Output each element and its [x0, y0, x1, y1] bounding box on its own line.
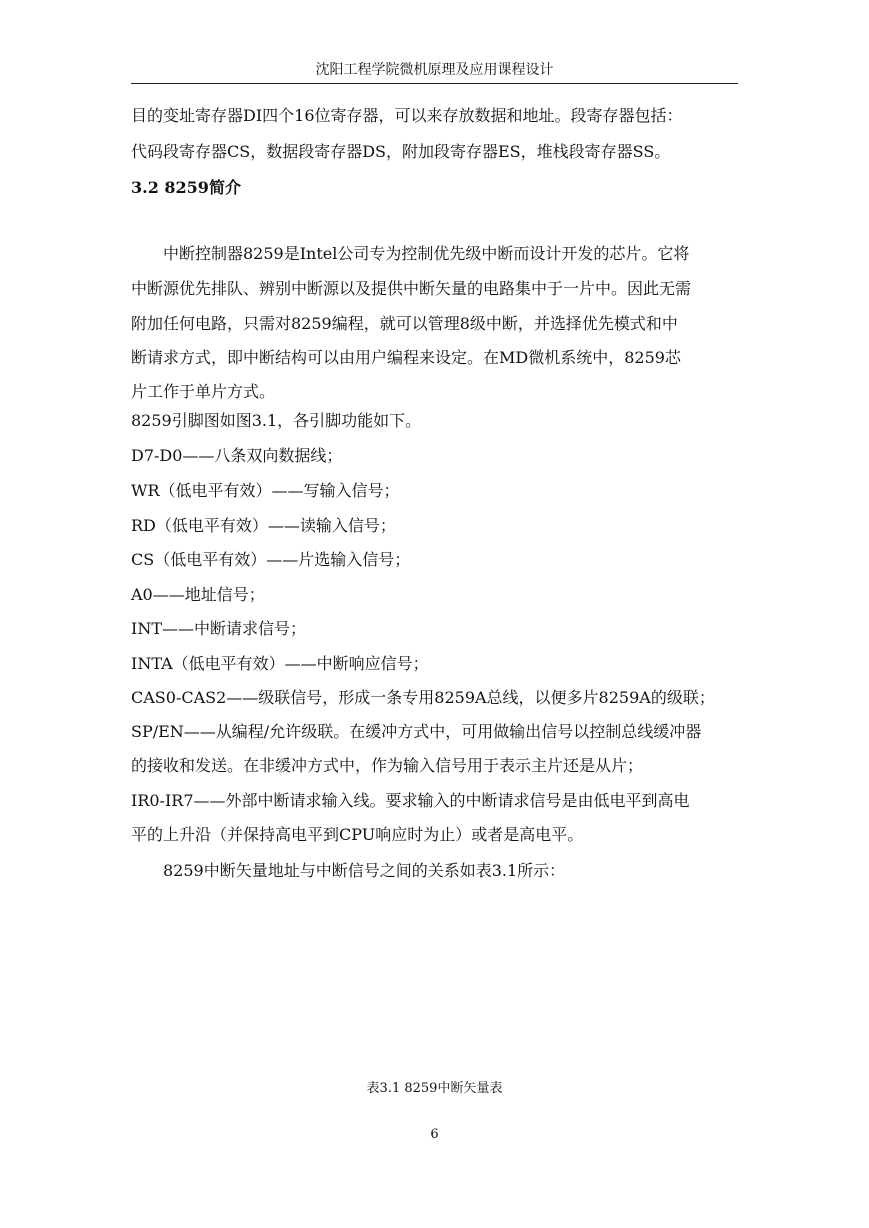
pin-description: WR（低电平有效）——写输入信号；: [131, 481, 400, 500]
pin-description: INTA（低电平有效）——中断响应信号；: [131, 654, 429, 673]
page-number: 6: [430, 1127, 439, 1142]
pins-intro: 8259引脚图如图3.1，各引脚功能如下。: [131, 411, 422, 430]
page-header: 沈阳工程学院微机原理及应用课程设计: [315, 62, 554, 78]
section-heading: 3.2 8259简介: [131, 178, 241, 197]
table-reference: 8259中断矢量地址与中断信号之间的关系如表3.1所示：: [163, 861, 566, 880]
table-caption: 表3.1 8259中断矢量表: [366, 1081, 503, 1096]
pin-description: CS（低电平有效）——片选输入信号；: [131, 550, 411, 569]
paragraph-line: 片工作于单片方式。: [131, 382, 276, 401]
pin-description: IR0-IR7——外部中断请求输入线。要求输入的中断请求信号是由低电平到高电: [131, 791, 690, 810]
pin-description: 平的上升沿（并保持高电平到CPU响应时为止）或者是高电平。: [131, 825, 584, 844]
header-rule: [131, 83, 738, 84]
body-line: 目的变址寄存器DI四个16位寄存器，可以来存放数据和地址。段寄存器包括：: [131, 106, 683, 125]
pin-description: CAS0-CAS2——级联信号，形成一条专用8259A总线，以便多片8259A的级联；: [131, 688, 715, 707]
paragraph-line: 中断源优先排队、辨别中断源以及提供中断矢量的电路集中于一片中。因此无需: [131, 279, 692, 298]
body-line: 代码段寄存器CS，数据段寄存器DS，附加段寄存器ES，堆栈段寄存器SS。: [131, 142, 671, 161]
pin-description: INT——中断请求信号；: [131, 619, 306, 638]
paragraph-line: 附加任何电路，只需对8259编程，就可以管理8级中断，并选择优先模式和中: [131, 314, 678, 333]
pin-description: 的接收和发送。在非缓冲方式中，作为输入信号用于表示主片还是从片；: [131, 756, 644, 775]
pin-description: RD（低电平有效）——读输入信号；: [131, 516, 396, 535]
pin-description: SP/EN——从编程/允许级联。在缓冲方式中，可用做输出信号以控制总线缓冲器: [131, 722, 702, 741]
pin-description: A0——地址信号；: [131, 585, 265, 604]
paragraph-line: 中断控制器8259是Intel公司专为控制优先级中断而设计开发的芯片。它将: [163, 244, 690, 263]
pin-description: D7-D0——八条双向数据线；: [131, 446, 343, 465]
paragraph-line: 断请求方式，即中断结构可以由用户编程来设定。在MD微机系统中，8259芯: [131, 348, 681, 367]
